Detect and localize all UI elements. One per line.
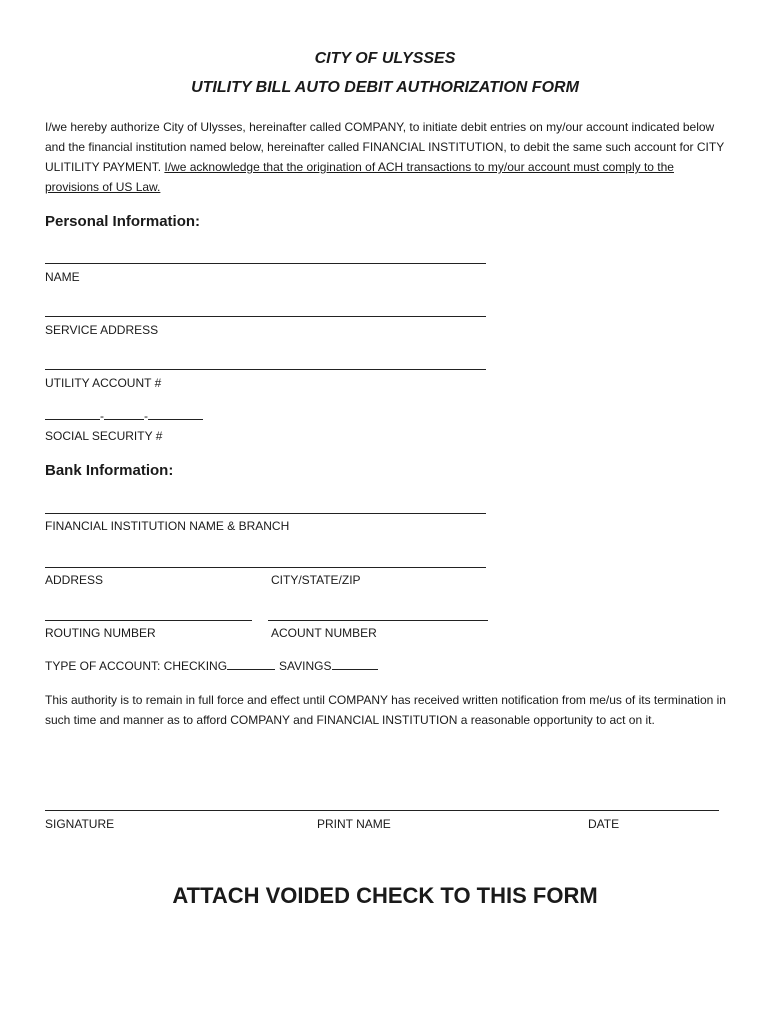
name-field-line[interactable] <box>45 263 486 264</box>
ssn-label: SOCIAL SECURITY # <box>45 429 163 443</box>
ssn-field[interactable] <box>45 408 203 423</box>
ssn-separator: - <box>144 409 148 423</box>
ach-acknowledgement: I/we acknowledge that the origination of ACH transactions to my/our account must comply to the provisions of US Law. <box>45 160 674 194</box>
routing-number-label: ROUTING NUMBER <box>45 626 156 640</box>
account-number-label: ACOUNT NUMBER <box>271 626 377 640</box>
utility-account-field-line[interactable] <box>45 369 486 370</box>
account-type-row <box>45 658 378 673</box>
name-label: NAME <box>45 270 80 284</box>
ssn-part2-blank[interactable] <box>104 408 144 420</box>
city-state-zip-label: CITY/STATE/ZIP <box>271 573 361 587</box>
signature-label: SIGNATURE <box>45 817 115 831</box>
date-label: DATE <box>588 817 620 831</box>
print-name-label: PRINT NAME <box>317 817 391 831</box>
routing-number-field-line[interactable] <box>45 620 252 621</box>
ssn-part3-blank[interactable] <box>148 408 203 420</box>
form-title: UTILITY BILL AUTO DEBIT AUTHORIZATION FORM <box>191 79 579 96</box>
bank-info-heading: Bank Information: <box>45 462 174 479</box>
institution-label: FINANCIAL INSTITUTION NAME & BRANCH <box>45 519 290 533</box>
attach-voided-check-notice: ATTACH VOIDED CHECK TO THIS FORM <box>172 883 598 908</box>
address-field-line[interactable] <box>45 567 486 568</box>
service-address-field-line[interactable] <box>45 316 486 317</box>
account-number-field-line[interactable] <box>268 620 488 621</box>
form-title-city: CITY OF ULYSSES <box>314 50 456 67</box>
checking-label: TYPE OF ACCOUNT: CHECKING <box>45 659 228 673</box>
checking-blank[interactable] <box>227 658 275 670</box>
signature-line[interactable] <box>45 810 719 811</box>
institution-field-line[interactable] <box>45 513 486 514</box>
service-address-label: SERVICE ADDRESS <box>45 323 159 337</box>
authorization-paragraph <box>45 117 730 197</box>
ssn-part1-blank[interactable] <box>45 408 100 420</box>
savings-label: SAVINGS <box>279 659 332 673</box>
ssn-separator: - <box>100 409 104 423</box>
authorization-text: I/we hereby authorize City of Ulysses, hereinafter called COMPANY, to initiate debit entries on my/our account indicated below and the financial institution named below, hereinafter called FINANCIAL INSTITUTION, to debit the same such account for CITY ULITILITY PAYMENT. <box>45 120 724 174</box>
savings-blank[interactable] <box>332 658 378 670</box>
personal-info-heading: Personal Information: <box>45 213 201 230</box>
address-label: ADDRESS <box>45 573 104 587</box>
authority-paragraph: This authority is to remain in full force and effect until COMPANY has received written notification from me/us of its termination in such time and manner as to afford COMPANY and FINANCIAL INSTITUTION a reasonable opportunity to act on it. <box>45 693 726 727</box>
utility-account-label: UTILITY ACCOUNT # <box>45 376 162 390</box>
